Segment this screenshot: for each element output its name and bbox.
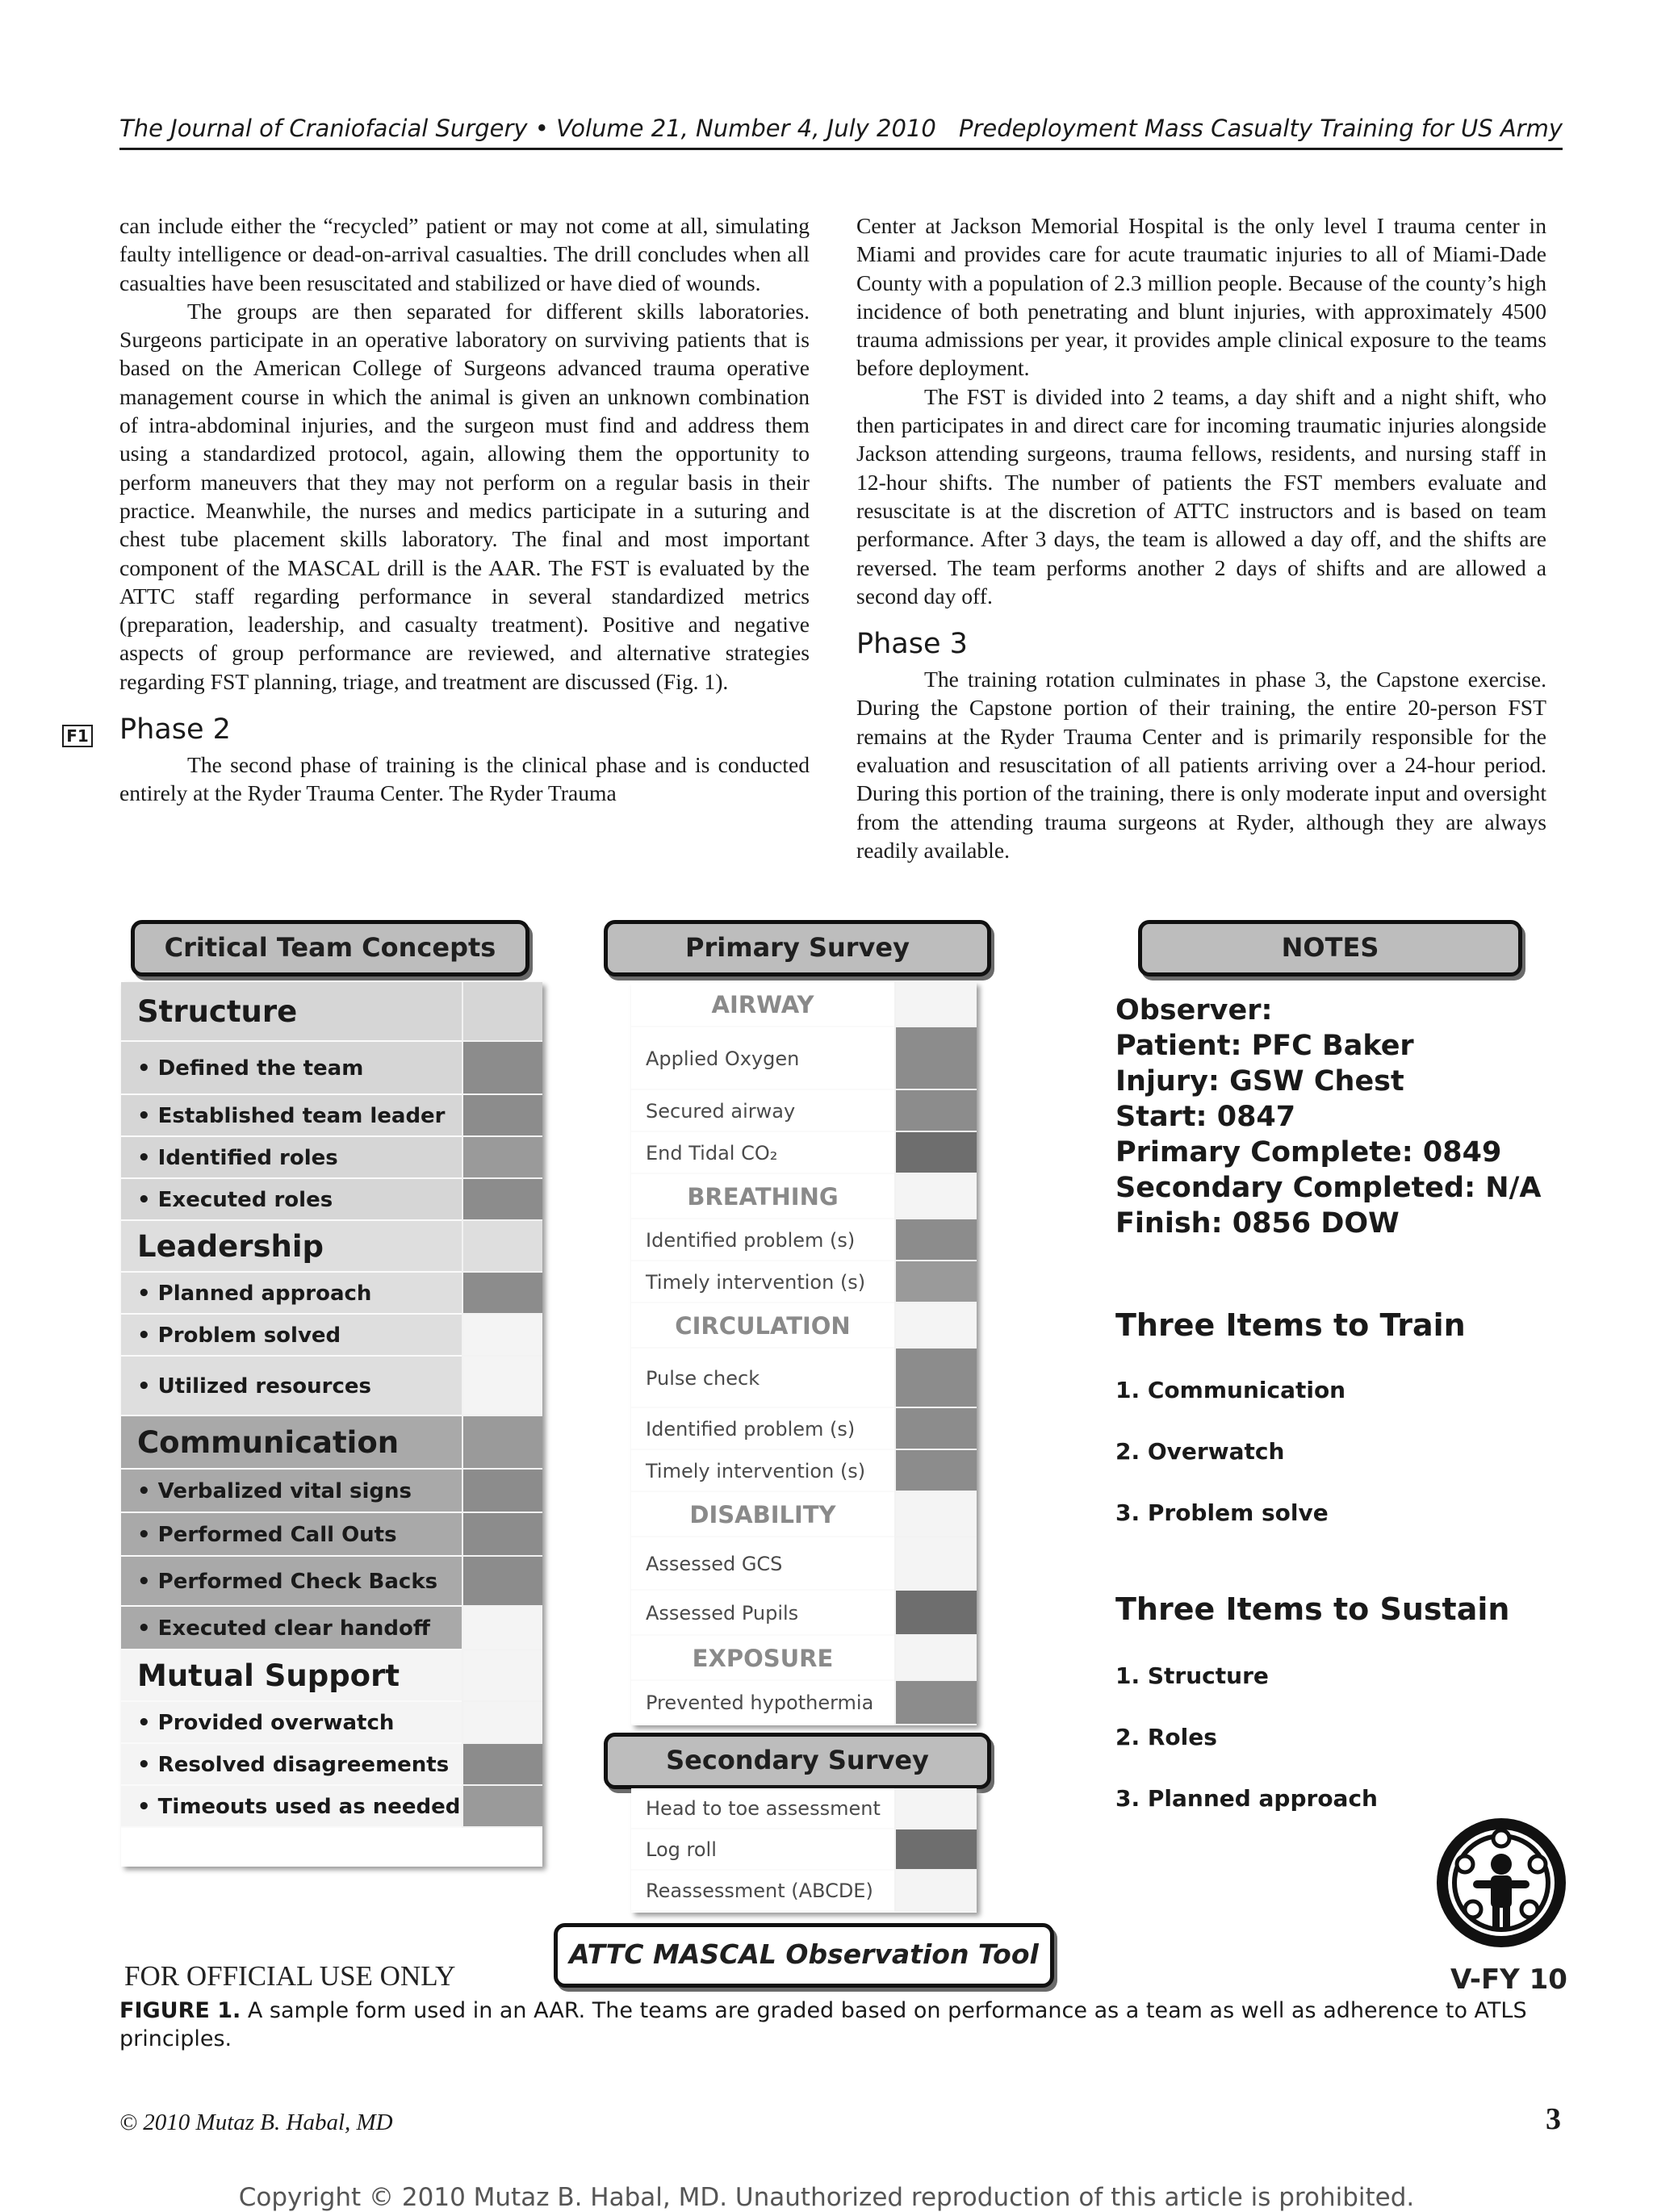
table-section-row	[121, 1650, 542, 1702]
score-checkbox[interactable]	[894, 1219, 977, 1261]
item-label: Assessed GCS	[631, 1537, 894, 1591]
score-checkbox[interactable]	[462, 1650, 542, 1702]
item-label: • Problem solved	[121, 1315, 462, 1357]
section-label: EXPOSURE	[631, 1636, 894, 1681]
paragraph: The training rotation culminates in phase 3, the Capstone exercise. During the Capstone portion of their training, the entire 20-person FST remains at the Ryder Trauma Center and is primarily responsible for the evaluation and resuscitation of all patients arriving over a 24-hour period. During this portion of the training, there is only moderate input and oversight from the attending trauma surgeons at Ryder, although they are always readily available.	[856, 667, 1546, 863]
paragraph: Center at Jackson Memorial Hospital is the only level I trauma center in Miami and provides care for acute traumatic injuries to all of Miami-Dade County with a population of 2.3 million people. Because of the county’s high incidence of both penetrating and blunt injuries, with approximately 4500 trauma admissions per year, it provides ample clinical exposure to the teams before deployment.	[856, 213, 1546, 381]
score-checkbox[interactable]	[462, 1042, 542, 1095]
score-checkbox[interactable]	[894, 1537, 977, 1591]
table-section-row	[631, 1492, 977, 1537]
score-checkbox[interactable]	[894, 1132, 977, 1174]
item-label: Timely intervention (s)	[631, 1450, 894, 1492]
section-label: Leadership	[121, 1221, 462, 1273]
table-row	[121, 1702, 542, 1744]
sustain-heading: Three Items to Sustain	[1115, 1591, 1510, 1627]
item-label: Identified problem (s)	[631, 1219, 894, 1261]
table-row	[121, 1137, 542, 1179]
right-column	[856, 211, 1546, 864]
notes-primary-complete: Primary Complete: 0849	[1115, 1136, 1502, 1169]
item-label: Reassessment (ABCDE)	[631, 1871, 894, 1912]
train-item: 1. Communication	[1115, 1377, 1346, 1403]
score-checkbox[interactable]	[462, 1470, 542, 1513]
page-number: 3	[1546, 2102, 1561, 2136]
score-checkbox[interactable]	[462, 1221, 542, 1273]
score-checkbox[interactable]	[462, 1315, 542, 1357]
score-checkbox[interactable]	[462, 982, 542, 1042]
table-section-row	[631, 1174, 977, 1219]
paragraph: The groups are then separated for different skills laboratories. Surgeons participate in an operative laboratory on surviving patients that is based on the American College of Surgeons advanced trauma operative management course in which the animal is given an unknown combination of intra-abdominal injuries, and the surgeon must find and address them using a standardized protocol, again, allowing them the opportunity to perform maneuvers that they may not perform on a regular basis in their practice. Meanwhile, the nurses and medics participate in a suturing and chest tube placement skills laboratory. The final and most important component of the MASCAL drill is the AAR. The FST is evaluated by the ATTC staff regarding performance in several standardized metrics (preparation, leadership, and casualty treatment). Positive and negative aspects of group performance are reviewed, and alternative strategies regarding FST planning, triage, and treatment are discussed (Fig. 1).	[119, 298, 810, 694]
table-row	[631, 1349, 977, 1408]
score-checkbox[interactable]	[894, 982, 977, 1027]
score-checkbox[interactable]	[894, 1349, 977, 1408]
table-row	[121, 1273, 542, 1315]
notes-observer: Observer:	[1115, 994, 1273, 1027]
score-checkbox[interactable]	[462, 1179, 542, 1221]
score-checkbox[interactable]	[894, 1871, 977, 1912]
notes-finish: Finish: 0856 DOW	[1115, 1207, 1400, 1240]
figure-caption	[119, 1997, 1564, 2053]
table-section-row	[631, 982, 977, 1027]
score-checkbox[interactable]	[462, 1744, 542, 1786]
secondary-survey-table	[631, 1788, 977, 1913]
table-row	[121, 1042, 542, 1095]
footer-copyright-holder: © 2010 Mutaz B. Habal, MD	[119, 2110, 393, 2135]
table-row	[121, 1513, 542, 1557]
section-label: CIRCULATION	[631, 1303, 894, 1349]
table-section-row	[631, 1303, 977, 1349]
item-label: • Identified roles	[121, 1137, 462, 1179]
train-heading: Three Items to Train	[1115, 1307, 1466, 1343]
score-checkbox[interactable]	[894, 1450, 977, 1492]
item-label: Secured airway	[631, 1090, 894, 1132]
section-label: BREATHING	[631, 1174, 894, 1219]
notes-start: Start: 0847	[1115, 1101, 1296, 1133]
table-section-row	[121, 1416, 542, 1470]
score-checkbox[interactable]	[894, 1174, 977, 1219]
item-label: • Executed roles	[121, 1179, 462, 1221]
score-checkbox[interactable]	[462, 1357, 542, 1416]
item-label: Identified problem (s)	[631, 1408, 894, 1450]
table-row	[121, 1095, 542, 1137]
table-row	[121, 1607, 542, 1650]
table-row	[631, 1090, 977, 1132]
item-label: • Verbalized vital signs	[121, 1470, 462, 1513]
table-row	[631, 1450, 977, 1492]
score-checkbox[interactable]	[894, 1090, 977, 1132]
paragraph: can include either the “recycled” patient or may not come at all, simulating faulty intelligence or dead-on-arrival casualties. The drill concludes when all casualties have been resuscitated and stabilized or have died of wounds.	[119, 213, 810, 295]
score-checkbox[interactable]	[462, 1095, 542, 1137]
table-row	[631, 1591, 977, 1636]
attc-emblem-icon	[1433, 1814, 1570, 1951]
item-label: • Established team leader	[121, 1095, 462, 1137]
item-label: • Defined the team	[121, 1042, 462, 1095]
section-heading-phase-2: Phase 2	[119, 713, 231, 746]
table-row	[631, 1132, 977, 1174]
version-label: V-FY 10	[1450, 1963, 1567, 1996]
article-short-title: Predeployment Mass Casualty Training for US Army	[958, 115, 1563, 142]
score-checkbox[interactable]	[894, 1636, 977, 1681]
table-row	[631, 1681, 977, 1725]
notes-title: NOTES	[1138, 920, 1522, 976]
item-label: Timely intervention (s)	[631, 1261, 894, 1303]
section-label: Communication	[121, 1416, 462, 1470]
fouo-label: FOR OFFICIAL USE ONLY	[124, 1960, 456, 1992]
score-checkbox[interactable]	[894, 1303, 977, 1349]
score-checkbox[interactable]	[462, 1513, 542, 1557]
notes-injury: Injury: GSW Chest	[1115, 1065, 1404, 1098]
item-label: Assessed Pupils	[631, 1591, 894, 1636]
table-row	[631, 1871, 977, 1912]
item-label: Pulse check	[631, 1349, 894, 1408]
journal-citation: The Journal of Craniofacial Surgery • Volume 21, Number 4, July 2010	[119, 115, 936, 142]
score-checkbox[interactable]	[462, 1702, 542, 1744]
score-checkbox[interactable]	[462, 1137, 542, 1179]
left-column	[119, 211, 810, 808]
table-row	[121, 1557, 542, 1607]
score-checkbox[interactable]	[894, 1788, 977, 1829]
table-row	[631, 1537, 977, 1591]
section-label: AIRWAY	[631, 982, 894, 1027]
item-label: • Planned approach	[121, 1273, 462, 1315]
table-row	[631, 1261, 977, 1303]
critical-team-concepts-table	[121, 982, 542, 1867]
secondary-survey-title: Secondary Survey	[604, 1733, 991, 1789]
item-label: • Timeouts used as needed	[121, 1786, 462, 1828]
table-section-row	[631, 1636, 977, 1681]
table-row	[121, 1744, 542, 1786]
section-label: DISABILITY	[631, 1492, 894, 1537]
item-label: End Tidal CO₂	[631, 1132, 894, 1174]
item-label: Head to toe assessment	[631, 1788, 894, 1829]
score-checkbox[interactable]	[894, 1408, 977, 1450]
section-label: Mutual Support	[121, 1650, 462, 1702]
item-label: • Utilized resources	[121, 1357, 462, 1416]
score-checkbox[interactable]	[894, 1492, 977, 1537]
item-label: Applied Oxygen	[631, 1027, 894, 1090]
table-row	[631, 1829, 977, 1871]
score-checkbox[interactable]	[462, 1273, 542, 1315]
primary-survey-title: Primary Survey	[604, 920, 991, 976]
observation-tool-title: ATTC MASCAL Observation Tool	[554, 1923, 1054, 1988]
score-checkbox[interactable]	[462, 1607, 542, 1650]
table-row	[631, 1219, 977, 1261]
sustain-item: 1. Structure	[1115, 1662, 1269, 1689]
train-item: 3. Problem solve	[1115, 1499, 1329, 1526]
table-row	[121, 1357, 542, 1416]
primary-survey-table	[631, 982, 977, 1725]
table-row	[121, 1786, 542, 1828]
item-label: • Executed clear handoff	[121, 1607, 462, 1650]
table-row	[121, 1315, 542, 1357]
critical-team-concepts-title: Critical Team Concepts	[131, 920, 529, 976]
score-checkbox[interactable]	[894, 1591, 977, 1636]
table-row	[121, 1470, 542, 1513]
score-checkbox[interactable]	[894, 1261, 977, 1303]
sustain-item: 3. Planned approach	[1115, 1785, 1378, 1812]
item-label: • Performed Check Backs	[121, 1557, 462, 1607]
copyright-notice: Copyright © 2010 Mutaz B. Habal, MD. Unauthorized reproduction of this article is prohibited.	[238, 2183, 1415, 2212]
table-section-row	[121, 982, 542, 1042]
score-checkbox[interactable]	[894, 1829, 977, 1871]
section-heading-phase-3: Phase 3	[856, 628, 968, 661]
caption-label: FIGURE 1.	[119, 1998, 241, 2023]
running-header	[119, 115, 1563, 150]
figure-reference-tag[interactable]: F1	[62, 725, 93, 747]
table-row	[121, 1179, 542, 1221]
notes-patient: Patient: PFC Baker	[1115, 1030, 1414, 1062]
table-section-row	[121, 1221, 542, 1273]
item-label: Prevented hypothermia	[631, 1681, 894, 1725]
table-row	[631, 1788, 977, 1829]
item-label: • Resolved disagreements	[121, 1744, 462, 1786]
notes-secondary-completed: Secondary Completed: N/A	[1115, 1172, 1542, 1204]
train-item: 2. Overwatch	[1115, 1438, 1285, 1465]
caption-text: A sample form used in an AAR. The teams are graded based on performance as a team as well as adherence to ATLS principles.	[119, 1998, 1527, 2051]
paragraph: The second phase of training is the clinical phase and is conducted entirely at the Ryder Trauma Center. The Ryder Trauma	[119, 752, 810, 806]
section-label: Structure	[121, 982, 462, 1042]
table-row	[631, 1408, 977, 1450]
paragraph: The FST is divided into 2 teams, a day shift and a night shift, who then participates in and direct care for incoming traumatic injuries alongside Jackson attending surgeons, trauma fellows, residents, and nursing staff in 12-hour shifts. The number of patients the FST members evaluate and resuscitate is at the discretion of ATTC instructors and is based on team performance. After 3 days, the team is allowed a day off, and the shifts are reversed. The team performs another 2 days of shifts and are allowed a second day off.	[856, 383, 1546, 608]
sustain-item: 2. Roles	[1115, 1724, 1217, 1750]
score-checkbox[interactable]	[462, 1786, 542, 1828]
table-row	[631, 1027, 977, 1090]
score-checkbox[interactable]	[462, 1416, 542, 1470]
item-label: • Performed Call Outs	[121, 1513, 462, 1557]
score-checkbox[interactable]	[894, 1681, 977, 1725]
item-label: Log roll	[631, 1829, 894, 1871]
item-label: • Provided overwatch	[121, 1702, 462, 1744]
score-checkbox[interactable]	[462, 1557, 542, 1607]
score-checkbox[interactable]	[894, 1027, 977, 1090]
